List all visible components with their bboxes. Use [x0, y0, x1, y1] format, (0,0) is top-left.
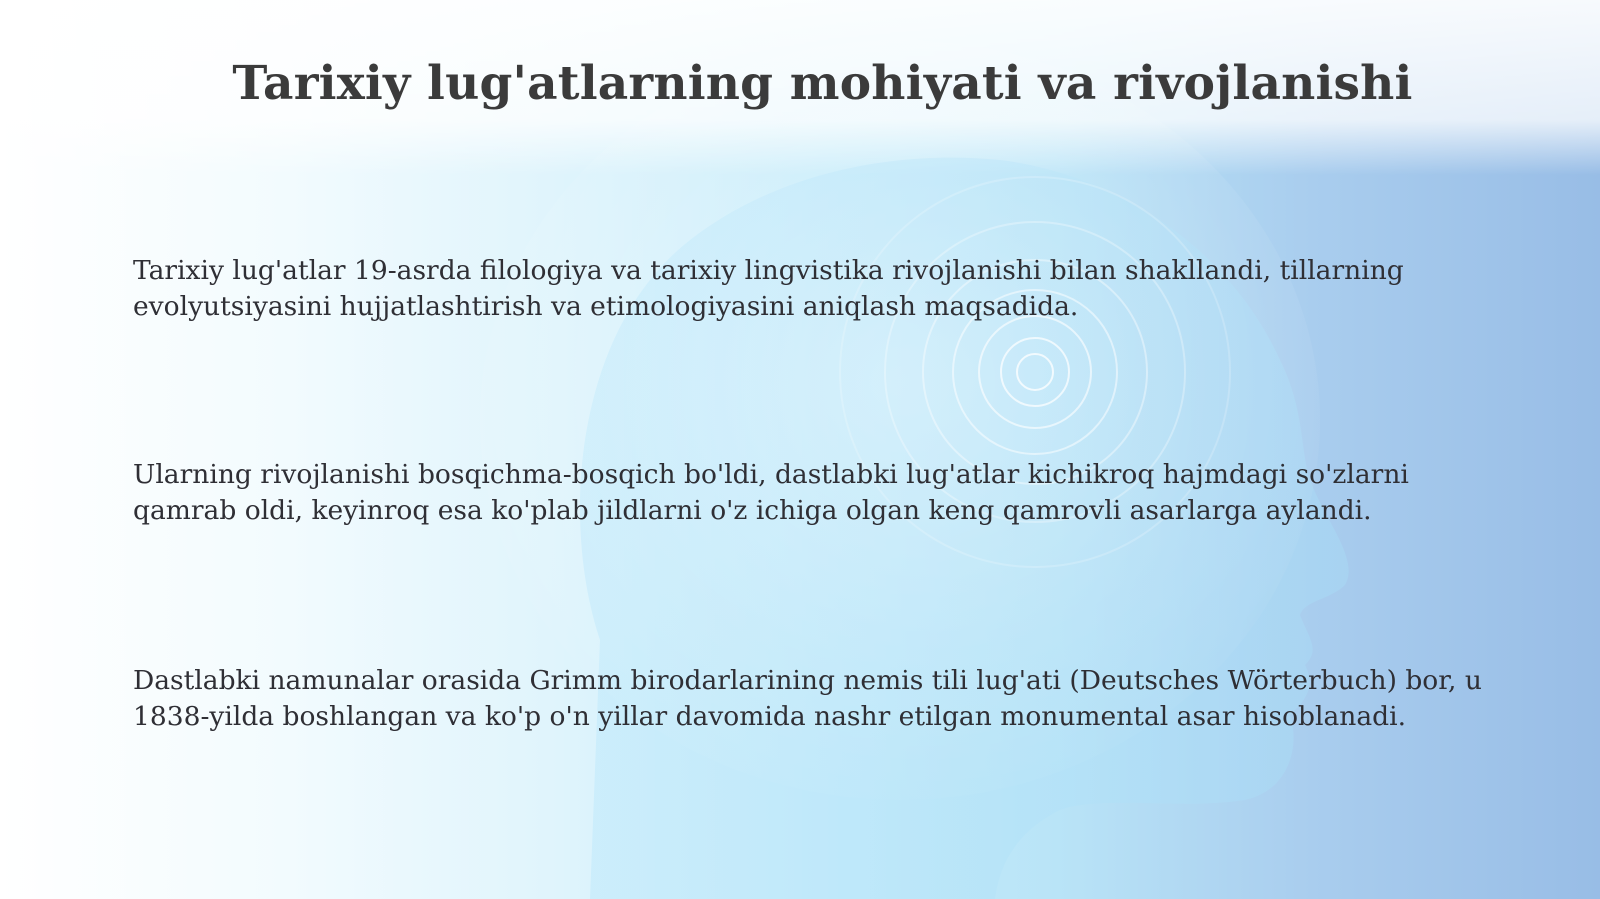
paragraph-1: Tarixiy lug'atlar 19-asrda filologiya va tarixiy lingvistika rivojlanishi bilan shakllandi, tillarning evolyutsiyasini hujjatlashtirish va etimologiyasini aniqlash maqsadida. — [133, 255, 1404, 322]
paragraph-2: Ularning rivojlanishi bosqichma-bosqich bo'ldi, dastlabki lug'atlar kichikroq hajmdagi so'zlarni qamrab oldi, keyinroq esa ko'plab jildlarni o'z ichiga olgan keng qamrovli asarlarga aylandi. — [133, 459, 1409, 526]
paragraph-3: Dastlabki namunalar orasida Grimm birodarlarining nemis tili lug'ati (Deutsches Wörterbuch) bor, u 1838-yilda boshlangan va ko'p o'n yillar davomida nashr etilgan monumental asar hisoblanadi. — [133, 665, 1482, 732]
slide-title: Tarixiy lug'atlarning mohiyati va rivojlanishi — [232, 56, 1413, 111]
